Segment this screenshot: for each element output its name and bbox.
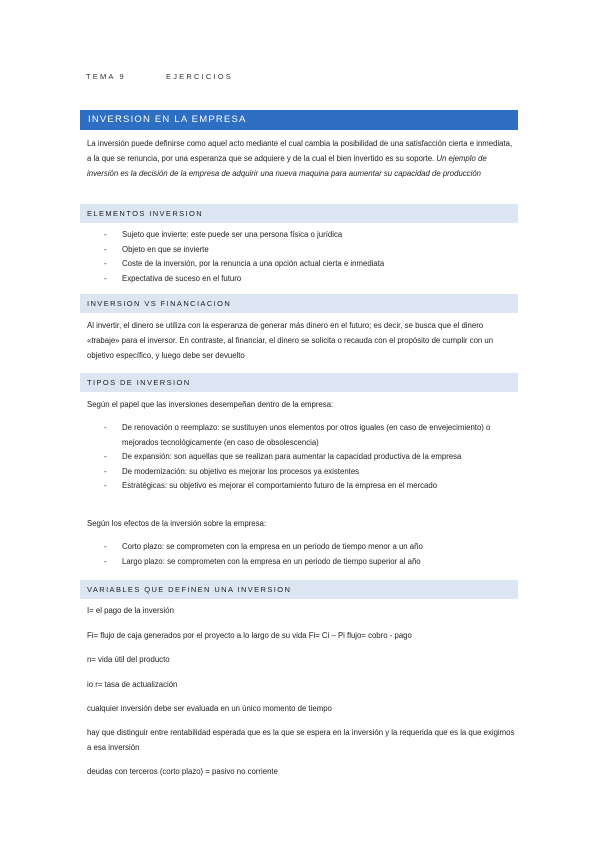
section-title: INVERSION VS FINANCIACION xyxy=(87,299,232,308)
inversion-vs-paragraph: Al invertir, el dinero se utiliza con la esperanza de generar más dinero en el futuro; es decir, se busca que el dinero «trabaje» para el inversor. En contraste, al financiar, el dinero se solicita o recauda con el propósito de cumplir con un objetivo específico, y luego debe ser devuelto xyxy=(87,321,494,360)
list-item: - Objeto en que se invierte xyxy=(100,243,518,258)
list-item: - Coste de la inversión, por la renuncia a una opción actual cierta e inmediata xyxy=(100,257,518,272)
main-title: INVERSION EN LA EMPRESA xyxy=(88,114,247,125)
intro-text: La inversión puede definirse como aquel acto mediante el cual cambia la posibilidad de una satisfacción cierta e inmediata, a la que se renuncia, por una esperanza que se adquiere y de la cual el bien invertido es su soporte. xyxy=(87,139,513,163)
tipos-list-2 xyxy=(100,540,518,569)
page-header xyxy=(86,72,234,81)
elementos-list xyxy=(100,228,518,286)
section-header-elementos xyxy=(80,204,518,223)
intro-example: Un ejemplo de inversión es la decisión de la empresa de adquirir una nueva maquina para aumentar su capacidad de producción xyxy=(87,154,487,178)
list-item: - Corto plazo: se comprometen con la empresa en un periodo de tiempo menor a un año xyxy=(100,540,518,555)
main-title-banner xyxy=(80,110,518,130)
tipos-list-1 xyxy=(100,421,518,494)
intro-paragraph xyxy=(87,136,515,181)
list-item: - De modernización: su objetivo es mejorar los procesos ya existentes xyxy=(100,465,518,480)
list-item: - Estratégicas: su objetivo es mejorar el comportamiento futuro de la empresa en el mercado xyxy=(100,479,518,494)
section-header-tipos xyxy=(80,373,518,392)
list-item: - Largo plazo: se comprometen con la empresa en un periodo de tiempo superior al año xyxy=(100,555,518,570)
list-item: - De renovación o reemplazo: se sustituyen unos elementos por otros iguales (en caso de envejecimiento) o mejorados tecnológicamente (en caso de obsolescencia) xyxy=(100,421,518,450)
variable-line: deudas con terceros (corto plazo) = pasivo no corriente xyxy=(87,767,278,776)
section-header-inversion-vs xyxy=(80,294,518,313)
section-header-variables xyxy=(80,580,518,599)
variable-line: cualquier inversión debe ser evaluada en un único momento de tiempo xyxy=(87,704,332,713)
tipos-intro-1: Según el papel que las inversiones desempeñan dentro de la empresa: xyxy=(87,400,334,409)
section-title: VARIABLES QUE DEFINEN UNA INVERSION xyxy=(87,585,292,594)
section-title: TIPOS DE INVERSION xyxy=(87,378,191,387)
variable-line: hay que distinguir entre rentabilidad esperada que es la que se espera en la inversión y la requerida que es la que exigimos a esa inversión xyxy=(87,728,515,752)
section-label: EJERCICIOS xyxy=(166,72,234,81)
list-item: - Sujeto que invierte: este puede ser una persona física o jurídica xyxy=(100,228,518,243)
variable-line: I= el pago de la inversión xyxy=(87,606,174,615)
section-title: ELEMENTOS INVERSION xyxy=(87,209,204,218)
variable-line: io r= tasa de actualización xyxy=(87,680,178,689)
list-item: - De expansión: son aquellas que se realizan para aumentar la capacidad productiva de la empresa xyxy=(100,450,518,465)
list-item: - Expectativa de suceso en el futuro xyxy=(100,272,518,287)
variable-line: Fi= flujo de caja generados por el proyecto a lo largo de su vida Fi= Ci – Pi flujo= cobro - pago xyxy=(87,631,412,640)
tema-label: TEMA 9 xyxy=(86,72,126,81)
tipos-intro-2: Según los efectos de la inversión sobre la empresa: xyxy=(87,519,266,528)
variable-line: n= vida útil del producto xyxy=(87,655,170,664)
